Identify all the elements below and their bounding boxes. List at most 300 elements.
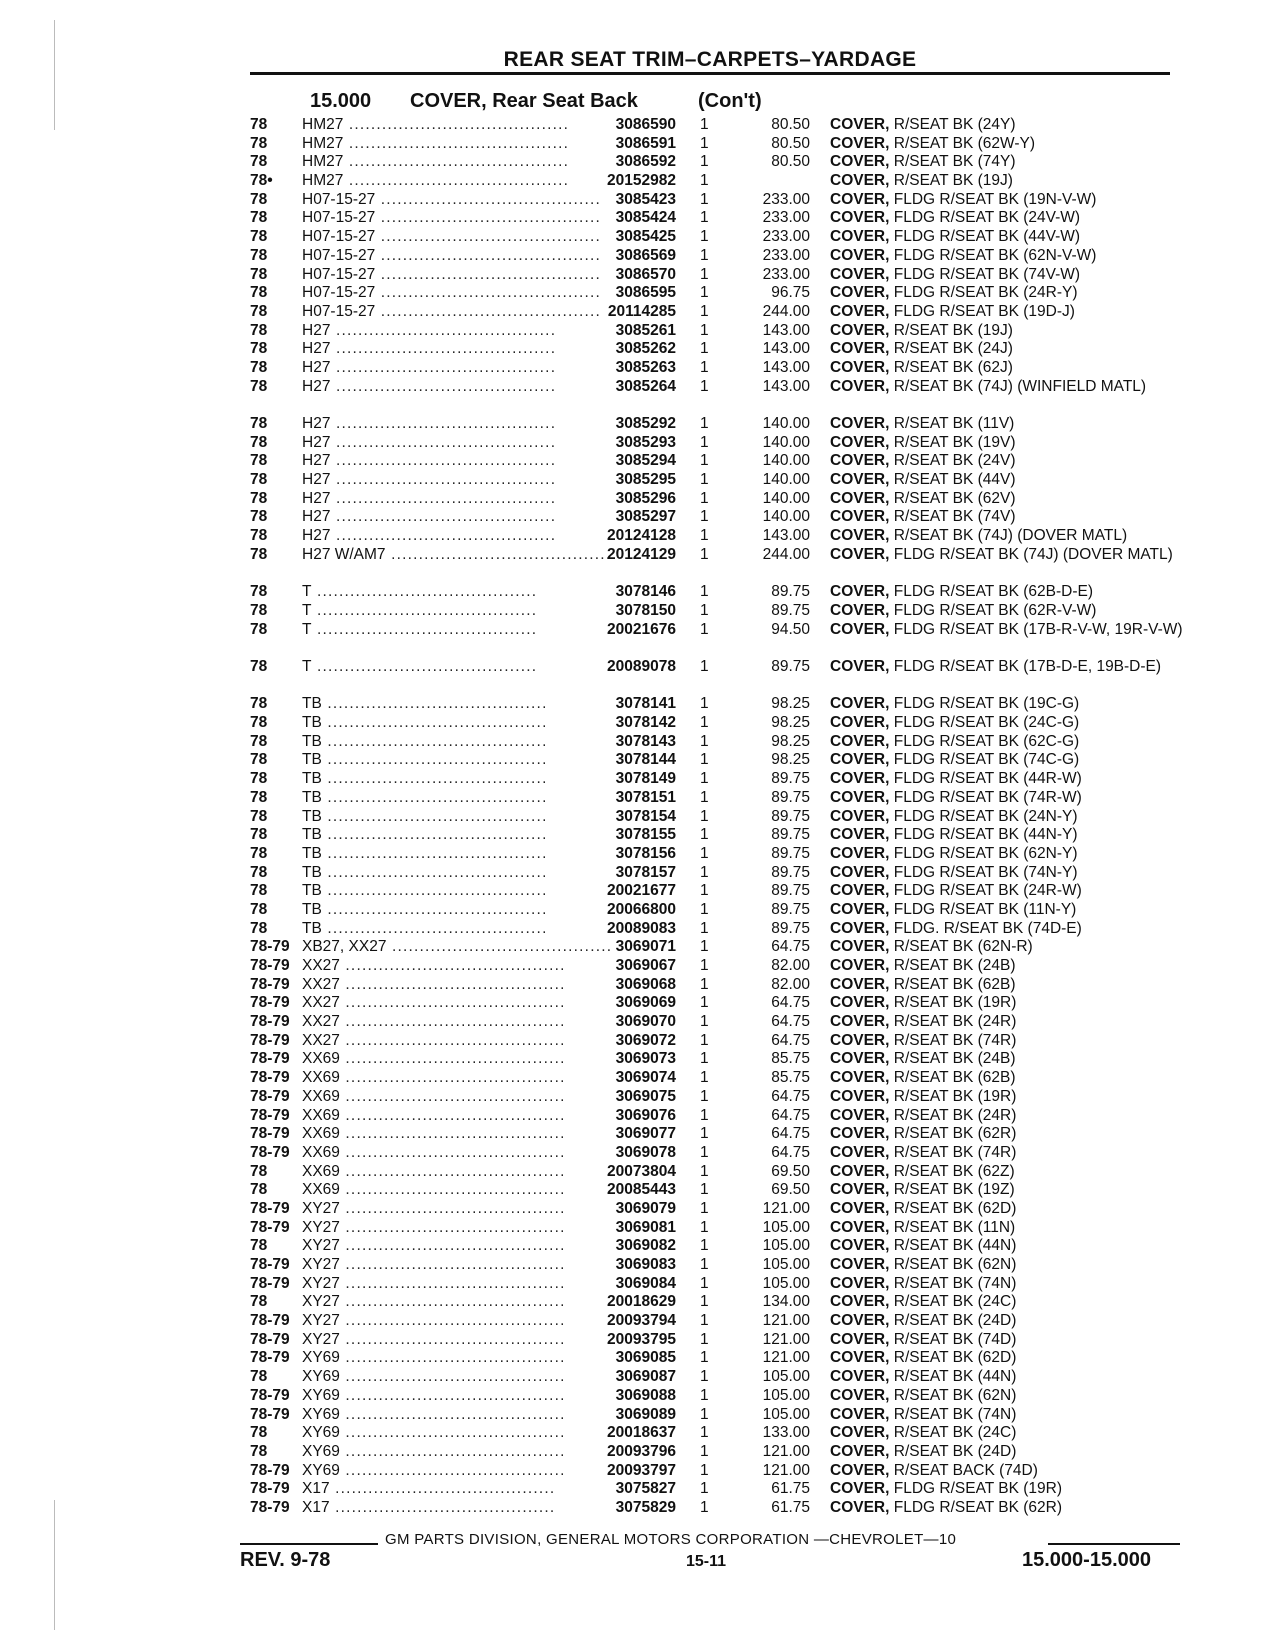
table-row xyxy=(0,284,1280,303)
part-number-cell: 20093796 xyxy=(607,1442,676,1460)
price-cell: 140.00 xyxy=(762,508,810,526)
model-text: H27 xyxy=(302,452,331,470)
model-text: TB xyxy=(302,844,322,862)
model-cell xyxy=(302,1050,572,1068)
year-cell: 78-79 xyxy=(250,938,290,956)
table-row xyxy=(0,1107,1280,1126)
table-row xyxy=(0,135,1280,154)
leader-dots: ........................................ xyxy=(311,601,538,619)
year-cell: 78 xyxy=(250,153,268,171)
part-number-cell: 3078144 xyxy=(615,751,676,769)
leader-dots: ........................................ xyxy=(330,508,557,526)
year-cell: 78 xyxy=(250,1162,268,1180)
model-text: H27 xyxy=(302,489,331,507)
description-keyword: COVER, xyxy=(830,190,890,208)
model-text: T xyxy=(302,583,312,601)
year-cell: 78-79 xyxy=(250,1274,290,1292)
year-cell: 78-79 xyxy=(250,1013,290,1031)
description-text: FLDG R/SEAT BK (11N-Y) xyxy=(893,900,1077,918)
description-text: FLDG R/SEAT BK (62B-D-E) xyxy=(893,583,1093,601)
description-keyword: COVER, xyxy=(830,153,890,171)
quantity-cell: 1 xyxy=(700,284,709,302)
quantity-cell: 1 xyxy=(700,863,709,881)
description-cell xyxy=(830,920,1190,938)
description-keyword: COVER, xyxy=(830,975,890,993)
description-cell xyxy=(830,303,1190,321)
part-number-cell: 3069075 xyxy=(615,1087,676,1105)
price-cell: 89.75 xyxy=(771,882,810,900)
part-number-cell: 20093797 xyxy=(607,1461,676,1479)
year-cell: 78 xyxy=(250,452,268,470)
leader-dots: ........................................ xyxy=(386,938,613,956)
leader-dots: ........................................ xyxy=(339,1330,566,1348)
description-cell xyxy=(830,1424,1190,1442)
description-text: FLDG R/SEAT BK (74C-G) xyxy=(893,751,1080,769)
description-cell xyxy=(830,266,1190,284)
part-number-cell: 3069071 xyxy=(615,938,676,956)
model-cell xyxy=(302,1200,572,1218)
model-cell xyxy=(302,1144,572,1162)
year-cell: 78-79 xyxy=(250,1312,290,1330)
leader-dots: ........................................ xyxy=(321,714,548,732)
table-row xyxy=(0,1368,1280,1387)
table-row xyxy=(0,359,1280,378)
description-keyword: COVER, xyxy=(830,826,890,844)
quantity-cell: 1 xyxy=(700,1087,709,1105)
quantity-cell: 1 xyxy=(700,1031,709,1049)
description-keyword: COVER, xyxy=(830,938,890,956)
price-cell: 64.75 xyxy=(771,994,810,1012)
model-cell xyxy=(302,1406,572,1424)
description-keyword: COVER, xyxy=(830,1181,890,1199)
description-cell xyxy=(830,1032,1190,1050)
quantity-cell: 1 xyxy=(700,1386,709,1404)
part-number-cell: 3069081 xyxy=(615,1218,676,1236)
model-text: H27 xyxy=(302,321,331,339)
quantity-cell: 1 xyxy=(700,1424,709,1442)
year-cell: 78 xyxy=(250,1368,268,1386)
leader-dots: ........................................ xyxy=(339,1143,566,1161)
leader-dots: ........................................ xyxy=(375,228,602,246)
table-row xyxy=(0,583,1280,602)
description-cell xyxy=(830,247,1190,265)
description-keyword: COVER, xyxy=(830,1293,890,1311)
model-cell xyxy=(302,1069,572,1087)
model-cell xyxy=(302,658,572,676)
quantity-cell: 1 xyxy=(700,657,709,675)
model-cell xyxy=(302,284,602,302)
description-text: FLDG R/SEAT BK (62R-V-W) xyxy=(893,601,1097,619)
model-cell xyxy=(302,1013,572,1031)
table-row xyxy=(0,1312,1280,1331)
year-cell: 78 xyxy=(250,471,268,489)
table-row xyxy=(0,658,1280,695)
description-keyword: COVER, xyxy=(830,433,890,451)
description-text: R/SEAT BACK (74D) xyxy=(893,1461,1038,1479)
description-keyword: COVER, xyxy=(830,919,890,937)
description-keyword: COVER, xyxy=(830,452,890,470)
description-cell xyxy=(830,1069,1190,1087)
year-cell: 78-79 xyxy=(250,1256,290,1273)
table-row xyxy=(0,602,1280,621)
table-row xyxy=(0,322,1280,341)
model-text: TB xyxy=(302,714,322,732)
quantity-cell: 1 xyxy=(700,919,709,937)
description-keyword: COVER, xyxy=(830,751,890,769)
leader-dots: ........................................ xyxy=(339,1405,566,1423)
description-text: FLDG R/SEAT BK (19R) xyxy=(893,1480,1062,1498)
description-cell xyxy=(830,527,1190,545)
price-cell: 82.00 xyxy=(771,975,810,993)
leader-dots: ........................................ xyxy=(330,377,557,395)
year-cell: 78 xyxy=(250,844,268,862)
quantity-cell: 1 xyxy=(700,1480,709,1498)
footer-rule-right xyxy=(1048,1543,1180,1545)
description-cell xyxy=(830,1107,1190,1125)
model-text: TB xyxy=(302,751,322,769)
model-cell xyxy=(302,1125,572,1143)
part-number-cell: 3069070 xyxy=(615,1013,676,1031)
description-text: R/SEAT BK (24C) xyxy=(893,1424,1017,1442)
table-row xyxy=(0,1050,1280,1069)
table-row xyxy=(0,901,1280,920)
quantity-cell: 1 xyxy=(700,695,709,713)
quantity-cell: 1 xyxy=(700,1256,709,1273)
price-cell: 96.75 xyxy=(771,284,810,302)
price-cell: 64.75 xyxy=(771,1143,810,1161)
quantity-cell: 1 xyxy=(700,1143,709,1161)
description-text: R/SEAT BK (24B) xyxy=(893,957,1016,974)
part-number-cell: 3085262 xyxy=(615,340,676,358)
part-number-cell: 3078154 xyxy=(615,807,676,825)
price-cell: 121.00 xyxy=(762,1312,810,1330)
quantity-cell: 1 xyxy=(700,190,709,208)
model-cell xyxy=(302,1181,572,1199)
year-cell: 78-79 xyxy=(250,957,290,974)
description-text: R/SEAT BK (74R) xyxy=(893,1031,1017,1049)
year-cell: 78 xyxy=(250,900,268,918)
description-keyword: COVER, xyxy=(830,1069,890,1087)
model-cell xyxy=(302,770,572,788)
leader-dots: ........................................ xyxy=(339,1349,566,1367)
description-keyword: COVER, xyxy=(830,1480,890,1498)
year-cell: 78 xyxy=(250,601,268,619)
leader-dots: ........................................ xyxy=(321,863,548,881)
description-cell xyxy=(830,1013,1190,1031)
table-row xyxy=(0,1275,1280,1294)
quantity-cell: 1 xyxy=(700,1069,709,1087)
leader-dots: ........................................ xyxy=(339,1125,566,1143)
description-keyword: COVER, xyxy=(830,228,890,246)
quantity-cell: 1 xyxy=(700,415,709,433)
leader-dots: ........................................ xyxy=(339,1442,566,1460)
leader-dots: ........................................ xyxy=(321,826,548,844)
leader-dots: ........................................ xyxy=(339,1031,566,1049)
description-keyword: COVER, xyxy=(830,807,890,825)
part-number-cell: 3085423 xyxy=(615,190,676,208)
model-text: H27 xyxy=(302,433,331,451)
table-row xyxy=(0,864,1280,883)
part-number-cell: 3075829 xyxy=(615,1498,676,1516)
table-row xyxy=(0,266,1280,285)
model-text: H07-15-27 xyxy=(302,209,376,227)
part-number-cell: 3078155 xyxy=(615,826,676,844)
quantity-cell: 1 xyxy=(700,1461,709,1479)
year-cell: 78 xyxy=(250,116,268,133)
table-row xyxy=(0,808,1280,827)
description-cell xyxy=(830,1462,1190,1480)
model-cell xyxy=(302,1107,572,1125)
description-cell xyxy=(830,1163,1190,1181)
leader-dots: ........................................ xyxy=(375,246,602,264)
model-cell xyxy=(302,116,572,134)
model-cell xyxy=(302,1499,572,1517)
description-cell xyxy=(830,938,1190,956)
leader-dots: ........................................ xyxy=(321,900,548,918)
quantity-cell: 1 xyxy=(700,452,709,470)
part-number-cell: 3069077 xyxy=(615,1125,676,1143)
model-text: XY27 xyxy=(302,1199,340,1217)
price-cell: 94.50 xyxy=(771,620,810,638)
table-row xyxy=(0,1163,1280,1182)
description-cell xyxy=(830,808,1190,826)
leader-dots: ........................................ xyxy=(339,1013,566,1031)
model-cell xyxy=(302,1443,572,1461)
description-text: R/SEAT BK (62V) xyxy=(893,489,1016,507)
table-row xyxy=(0,508,1280,527)
model-text: XY27 xyxy=(302,1312,340,1330)
quantity-cell: 1 xyxy=(700,228,709,246)
description-cell xyxy=(830,1256,1190,1274)
description-text: R/SEAT BK (24R) xyxy=(893,1013,1017,1031)
quantity-cell: 1 xyxy=(700,340,709,358)
leader-dots: ........................................ xyxy=(311,583,538,601)
part-number-cell: 3085293 xyxy=(615,433,676,451)
leader-dots: ........................................ xyxy=(339,1087,566,1105)
quantity-cell: 1 xyxy=(700,807,709,825)
table-row xyxy=(0,1181,1280,1200)
leader-dots: ........................................ xyxy=(329,1498,556,1516)
description-cell xyxy=(830,901,1190,919)
price-cell: 89.75 xyxy=(771,583,810,601)
year-cell: 78-79 xyxy=(250,1106,290,1124)
description-keyword: COVER, xyxy=(830,1106,890,1124)
description-text: R/SEAT BK (62J) xyxy=(893,358,1013,376)
year-cell: 78 xyxy=(250,527,268,545)
leader-dots: ........................................ xyxy=(311,620,538,638)
table-row xyxy=(0,153,1280,172)
description-text: FLDG R/SEAT BK (24R-W) xyxy=(893,882,1082,900)
description-text: R/SEAT BK (24J) xyxy=(893,340,1013,358)
model-cell xyxy=(302,190,602,209)
table-row xyxy=(0,471,1280,490)
table-row xyxy=(0,1293,1280,1312)
model-cell xyxy=(302,1331,572,1349)
description-text: R/SEAT BK (62W-Y) xyxy=(893,134,1036,152)
part-number-cell: 3086592 xyxy=(615,153,676,171)
description-cell xyxy=(830,733,1190,751)
description-keyword: COVER, xyxy=(830,265,890,283)
price-cell: 140.00 xyxy=(762,415,810,433)
model-text: XX27 xyxy=(302,957,340,974)
description-keyword: COVER, xyxy=(830,1424,890,1442)
quantity-cell: 1 xyxy=(700,508,709,526)
part-number-cell: 20114285 xyxy=(607,302,676,320)
table-row xyxy=(0,1144,1280,1163)
part-number-cell: 3078142 xyxy=(615,714,676,732)
model-text: XY27 xyxy=(302,1256,340,1273)
table-row xyxy=(0,1237,1280,1256)
year-cell: 78-79 xyxy=(250,994,290,1012)
description-cell xyxy=(830,789,1190,807)
price-cell: 89.75 xyxy=(771,770,810,788)
table-row xyxy=(0,1200,1280,1219)
description-text: FLDG R/SEAT BK (74V-W) xyxy=(893,265,1081,283)
table-row xyxy=(0,415,1280,434)
description-cell xyxy=(830,1088,1190,1106)
leader-dots: ........................................ xyxy=(339,1368,566,1386)
year-cell: 78 xyxy=(250,415,268,433)
description-keyword: COVER, xyxy=(830,1312,890,1330)
quantity-cell: 1 xyxy=(700,1162,709,1180)
model-text: TB xyxy=(302,807,322,825)
year-cell: 78-79 xyxy=(250,1480,290,1498)
price-cell: 89.75 xyxy=(771,919,810,937)
part-number-cell: 3069087 xyxy=(615,1368,676,1386)
price-cell: 64.75 xyxy=(771,1125,810,1143)
year-cell: 78 xyxy=(250,882,268,900)
price-cell: 89.75 xyxy=(771,863,810,881)
description-cell xyxy=(830,359,1190,377)
price-cell: 64.75 xyxy=(771,1031,810,1049)
part-number-cell: 3085263 xyxy=(615,358,676,376)
part-number-cell: 3086595 xyxy=(615,284,676,302)
table-row xyxy=(0,1349,1280,1368)
description-text: R/SEAT BK (62B) xyxy=(893,975,1016,993)
quantity-cell: 1 xyxy=(700,246,709,264)
part-number-cell: 3069084 xyxy=(615,1274,676,1292)
price-cell: 140.00 xyxy=(762,452,810,470)
year-cell: 78-79 xyxy=(250,1087,290,1105)
model-cell xyxy=(302,882,572,900)
table-row xyxy=(0,1480,1280,1499)
model-text: TB xyxy=(302,695,322,713)
price-cell: 89.75 xyxy=(771,900,810,918)
model-text: XX69 xyxy=(302,1125,340,1143)
part-number-cell: 3078150 xyxy=(615,601,676,619)
table-row xyxy=(0,527,1280,546)
quantity-cell: 1 xyxy=(700,1498,709,1516)
table-row xyxy=(0,490,1280,509)
model-cell xyxy=(302,695,572,713)
model-text: H07-15-27 xyxy=(302,302,376,320)
part-number-cell: 3086590 xyxy=(615,116,676,133)
model-text: H07-15-27 xyxy=(302,246,376,264)
leader-dots: ........................................ xyxy=(321,807,548,825)
model-text: TB xyxy=(302,770,322,788)
model-text: XX69 xyxy=(302,1050,340,1068)
description-cell xyxy=(830,1181,1190,1199)
page-title: REAR SEAT TRIM–CARPETS–YARDAGE xyxy=(503,48,917,71)
part-number-cell: 3078151 xyxy=(615,788,676,806)
table-row xyxy=(0,1424,1280,1443)
price-cell: 140.00 xyxy=(762,433,810,451)
leader-dots: ........................................ xyxy=(339,975,566,993)
model-cell xyxy=(302,1424,572,1442)
quantity-cell: 1 xyxy=(700,751,709,769)
leader-dots: ........................................ xyxy=(330,415,557,433)
leader-dots: ........................................ xyxy=(330,471,557,489)
quantity-cell: 1 xyxy=(700,209,709,227)
description-cell xyxy=(830,621,1190,639)
description-keyword: COVER, xyxy=(830,377,890,395)
description-keyword: COVER, xyxy=(830,1330,890,1348)
price-cell: 233.00 xyxy=(762,190,810,208)
description-keyword: COVER, xyxy=(830,770,890,788)
leader-dots: ........................................ xyxy=(339,1106,566,1124)
table-row xyxy=(0,845,1280,864)
model-text: XY69 xyxy=(302,1405,340,1423)
table-row xyxy=(0,116,1280,135)
model-text: XX69 xyxy=(302,1143,340,1161)
part-number-cell: 3085425 xyxy=(615,228,676,246)
year-cell: 78-79 xyxy=(250,1031,290,1049)
year-cell: 78-79 xyxy=(250,1069,290,1087)
description-text: FLDG R/SEAT BK (19D-J) xyxy=(893,302,1075,320)
description-keyword: COVER, xyxy=(830,1143,890,1161)
part-number-cell: 3069082 xyxy=(615,1237,676,1255)
description-text: R/SEAT BK (19J) xyxy=(893,172,1013,190)
part-number-cell: 3069078 xyxy=(615,1143,676,1161)
table-row xyxy=(0,994,1280,1013)
model-text: H07-15-27 xyxy=(302,284,376,302)
part-number-cell: 20124128 xyxy=(607,527,676,545)
description-keyword: COVER, xyxy=(830,545,890,563)
model-cell xyxy=(302,228,602,246)
price-cell: 82.00 xyxy=(771,957,810,974)
year-cell: 78 xyxy=(250,863,268,881)
description-keyword: COVER, xyxy=(830,1199,890,1217)
quantity-cell: 1 xyxy=(700,321,709,339)
parts-table xyxy=(0,116,1280,1518)
model-text: HM27 xyxy=(302,134,344,152)
description-text: FLDG R/SEAT BK (74N-Y) xyxy=(893,863,1078,881)
leader-dots: ........................................ xyxy=(329,1480,556,1498)
description-keyword: COVER, xyxy=(830,657,890,675)
model-cell xyxy=(302,864,572,882)
model-text: X17 xyxy=(302,1480,330,1498)
price-cell: 143.00 xyxy=(762,321,810,339)
description-cell xyxy=(830,1144,1190,1162)
price-cell: 64.75 xyxy=(771,1013,810,1031)
price-cell: 85.75 xyxy=(771,1069,810,1087)
year-cell: 78• xyxy=(250,172,273,190)
description-text: R/SEAT BK (11V) xyxy=(893,415,1015,433)
leader-dots: ........................................ xyxy=(375,190,602,208)
table-row xyxy=(0,882,1280,901)
part-number-cell: 20073804 xyxy=(607,1162,676,1180)
description-text: R/SEAT BK (62N-R) xyxy=(893,938,1033,956)
year-cell: 78 xyxy=(250,714,268,732)
table-row xyxy=(0,1069,1280,1088)
price-cell: 140.00 xyxy=(762,471,810,489)
description-cell xyxy=(830,1331,1190,1349)
model-text: XY27 xyxy=(302,1330,340,1348)
model-text: H27 xyxy=(302,415,331,433)
quantity-cell: 1 xyxy=(700,1312,709,1330)
description-text: R/SEAT BK (24V) xyxy=(893,452,1016,470)
description-keyword: COVER, xyxy=(830,1031,890,1049)
